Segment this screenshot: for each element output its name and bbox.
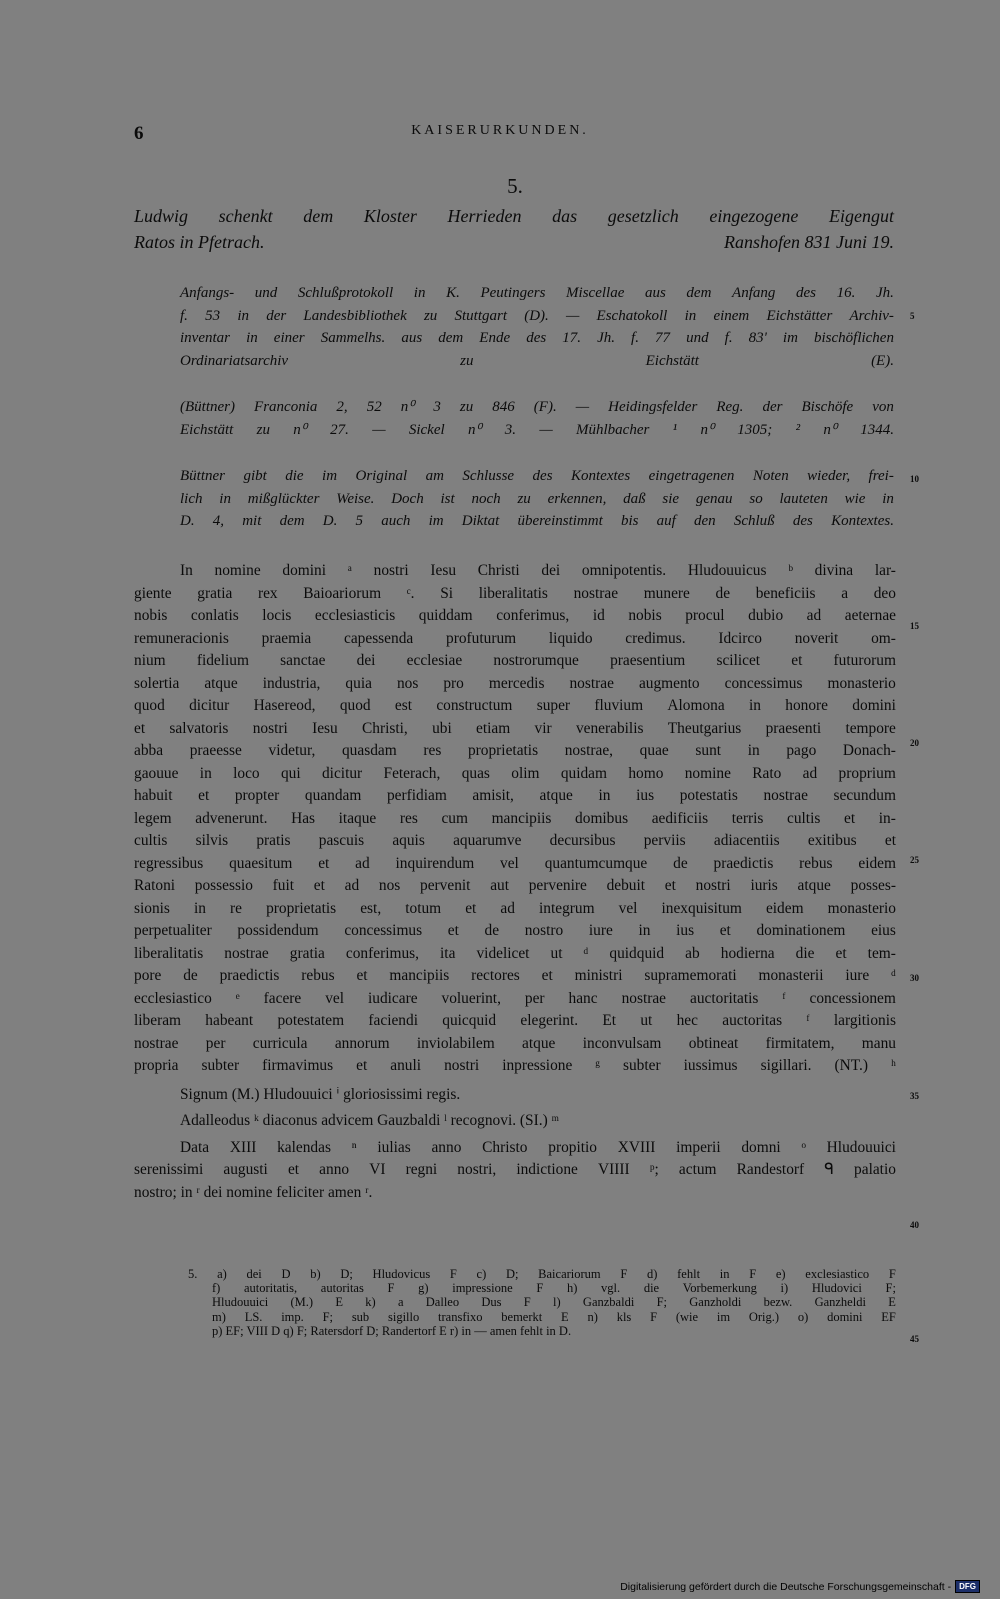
text-line: cultis silvis pratis pascuis aquis aquarumve decursibus perviis adiacentiis exitibus et	[134, 832, 896, 849]
text-line: solertia atque industria, quia nos pro mercedis nostrae augmento concessimus monasterio	[134, 674, 896, 692]
text-line: nium fidelium sanctae dei ecclesiae nostrorumque praesentium scilicet et futurorum	[134, 652, 896, 669]
source-line: Ordinariatsarchiv zu Eichstätt (E).	[180, 352, 894, 369]
footnotes	[134, 1267, 896, 1338]
line-number: 20	[910, 738, 919, 748]
page-number: 6	[134, 123, 144, 144]
source-line: inventar in einer Sammelhs. aus dem Ende des 17. Jh. f. 77 und f. 83' im bischöflichen	[180, 330, 894, 346]
text-line: nostrae per curricula annorum inviolabilem atque inconvulsam obtineat firmitatem, manu	[134, 1034, 896, 1052]
regest-line-1: Ludwig schenkt dem Kloster Herrieden das gesetzlich eingezogene Eigengut	[134, 206, 894, 226]
footnote-line: f) autoritatis, autoritas F g) impressione F h) vgl. die Vorbemerkung i) Hludovici F;	[212, 1281, 896, 1296]
text-line: sionis in re proprietatis est, totum et ad integrum vel inexquisitum eidem monasterio	[134, 899, 896, 917]
sources-block	[180, 282, 894, 372]
text-line: propria subter firmavimus et anuli nostri inpressione ᵍ subter iussimus sigillari. (NT.) ʰ	[134, 1057, 896, 1074]
line-number: 30	[910, 973, 919, 983]
text-line: giente gratia rex Baioariorum ᶜ. Si liberalitatis nostrae munere de beneficiis a deo	[134, 584, 896, 602]
edition-line: Eichstätt zu n⁰ 27. — Sickel n⁰ 3. — Mühlbacher ¹ n⁰ 1305; ² n⁰ 1344.	[180, 421, 894, 438]
line-number: 15	[910, 621, 919, 631]
text-line: quod dicitur Hasereod, quod est constructum super fluvium Alomona in honore domini	[134, 697, 896, 714]
text-line: Ratoni possessio fuit et ad nos pervenit aut pervenire debuit et nostri iuris atque posses-	[134, 877, 896, 894]
text-line: et salvatoris nostri Iesu Christi, ubi etiam vir venerabilis Theutgarius praesenti tempore	[134, 719, 896, 737]
remark-line: lich in mißglückter Weise. Doch ist noch zu erkennen, daß sie genau so lauteten wie in	[180, 490, 894, 507]
text-line: pore de praedictis rebus et mancipiis rectores et ministri supramemorati monasterii iure ᵈ	[134, 967, 896, 984]
text-line: abba praeesse videtur, quasdam res proprietatis nostrae, quae sunt in pago Donach-	[134, 742, 896, 759]
document-number: 5.	[507, 174, 523, 198]
editions-block	[180, 396, 894, 441]
regest-date: Ranshofen 831 Juni 19.	[724, 232, 894, 252]
text-line: legem advenerunt. Has itaque res cum mancipiis domibus aedificiis terris cultis et in-	[134, 809, 896, 827]
source-line: f. 53 in der Landesbibliothek zu Stuttgart (D). — Eschatokoll in einem Eichstätter Archiv-	[180, 307, 894, 324]
running-title: KAISERURKUNDEN.	[411, 123, 589, 138]
text-line: perpetualiter possidendum concessimus et de nostro iure in ius et dominationem eius	[134, 922, 896, 939]
text-line: habuit et propter quandam perfidiam amisit, atque in ius potestatis nostrae secundum	[134, 787, 896, 804]
text-line: ecclesiastico ᵉ facere vel iudicare voluerint, per hanc nostrae auctoritatis ᶠ concessionem	[134, 989, 896, 1007]
recognition-line: Adalleodus ᵏ diaconus advicem Gauzbaldi ˡ recognovi. (SI.) ᵐ	[180, 1112, 560, 1129]
text-line: nobis conlatis locis ecclesiasticis quiddam conferimus, id nobis procul dubio ad aeternae	[134, 607, 896, 624]
charter-text	[134, 560, 896, 1204]
line-number: 45	[910, 1334, 919, 1344]
text-line: remuneracionis praemia capessenda profuturum liquido credimus. Idcirco noverit om-	[134, 629, 896, 647]
text-line: liberam habeant potestatem faciendi quicquid elegerint. Et ut hec auctoritas ᶠ largitionis	[134, 1012, 896, 1029]
text-line: liberalitatis nostrae gratia conferimus, ita videlicet ut ᵈ quidquid ab hodierna die et tem-	[134, 944, 896, 962]
regest-line-2	[134, 229, 894, 255]
line-number: 25	[910, 855, 919, 865]
dfg-logo: DFG	[955, 1580, 980, 1593]
text-line: gaouue in loco qui dicitur Feterach, quas olim quidam homo nomine Rato ad proprium	[134, 764, 896, 782]
regest-place: Ratos in Pfetrach.	[134, 232, 265, 252]
source-line: Anfangs- und Schlußprotokoll in K. Peutingers Miscellae aus dem Anfang des 16. Jh.	[180, 285, 894, 301]
line-number: 40	[910, 1220, 919, 1230]
footer-text: Digitalisierung gefördert durch die Deutsche Forschungsgemeinschaft -	[620, 1580, 952, 1593]
signum-line: Signum (M.) Hludouuici ⁱ gloriosissimi regis.	[180, 1085, 461, 1103]
footnote-line: 5. a) dei D b) D; Hludovicus F c) D; Baicariorum F d) fehlt in F e) exclesiastico F	[188, 1267, 896, 1281]
remark-block	[180, 465, 894, 533]
dating-line: serenissimi augusti et anno VI regni nostri, indictione VIIII ᵖ; actum Randestorf ᑫ palatio	[134, 1161, 896, 1178]
footnote-line: m) LS. imp. F; sub sigillo transfixo bemerkt E n) kls F (wie im Orig.) o) domini EF	[212, 1309, 896, 1324]
text-line: regressibus quaesitum et ad inquirendum vel quantumcumque de praedictis rebus eidem	[134, 854, 896, 872]
footnote-line: Hludouuici (M.) E k) a Dalleo Dus F l) Ganzbaldi F; Ganzholdi bezw. Ganzheldi E	[212, 1295, 896, 1310]
dating-line: nostro; in ʳ dei nomine feliciter amen ʳ.	[134, 1183, 373, 1201]
remark-line: Büttner gibt die im Original am Schlusse des Kontextes eingetragenen Noten wieder, frei-	[180, 468, 894, 484]
text-line: In nomine domini ᵃ nostri Iesu Christi dei omnipotentis. Hludouuicus ᵇ divina lar-	[180, 562, 896, 579]
edition-line: (Büttner) Franconia 2, 52 n⁰ 3 zu 846 (F). — Heidingsfelder Reg. der Bischöfe von	[180, 399, 894, 415]
footer	[620, 1580, 980, 1593]
regest	[134, 203, 894, 255]
line-number: 10	[910, 474, 919, 484]
dating-line: Data XIII kalendas ⁿ iulias anno Christo propitio XVIII imperii domni ᵒ Hludouuici	[180, 1138, 896, 1156]
line-number: 5	[910, 311, 915, 321]
remark-line: D. 4, mit dem D. 5 auch im Diktat übereinstimmt bis auf den Schluß des Kontextes.	[180, 513, 894, 529]
footnote-line: p) EF; VIII D q) F; Ratersdorf D; Randertorf E r) in — amen fehlt in D.	[212, 1323, 572, 1338]
line-number: 35	[910, 1091, 919, 1101]
